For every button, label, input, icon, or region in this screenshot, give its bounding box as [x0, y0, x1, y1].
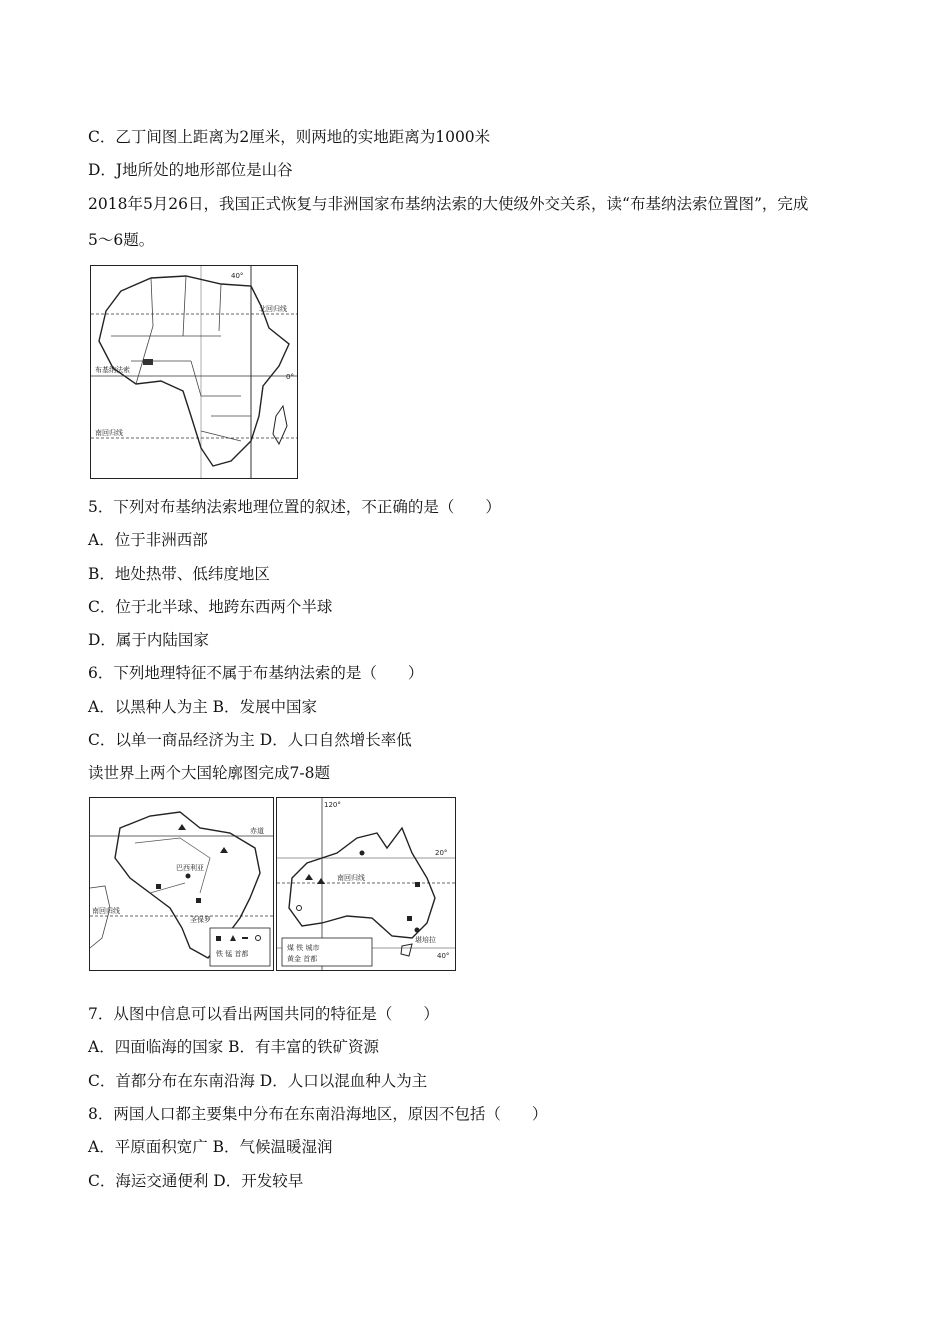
australia-legend-2: 黄金 首都 [287, 955, 318, 963]
equator-label: 0° [286, 373, 294, 381]
passage-text: 2018年5月26日，我国正式恢复与非洲国家布基纳法索的大使级外交关系，读“布基纳法索位置图”，完成 [88, 195, 809, 213]
capital-label: 巴西利亚 [176, 864, 204, 872]
tropic-label: 南回归线 [92, 907, 120, 915]
question-8-options-cd: C．海运交通便利 D．开发较早 [88, 1172, 304, 1190]
country-label: 布基纳法索 [95, 366, 130, 374]
tropic-north-label: 北回归线 [259, 305, 287, 313]
question-5-option-c: C．位于北半球、地跨东西两个半球 [88, 598, 333, 616]
question-7: 7．从图中信息可以看出两国共同的特征是（ ） [88, 1005, 439, 1023]
brazil-legend: 铁 锰 首都 [216, 950, 249, 958]
capital-label: 堪培拉 [415, 936, 436, 944]
question-5-option-d: D．属于内陆国家 [88, 631, 209, 649]
question-7-options-cd: C．首都分布在东南沿海 D．人口以混血种人为主 [88, 1072, 428, 1090]
longitude-label: 120° [324, 801, 341, 809]
africa-location-map [90, 265, 298, 479]
latitude-40-label: 40° [437, 952, 450, 960]
question-8-options-ab: A．平原面积宽广 B．气候温暖湿润 [88, 1138, 333, 1156]
tropic-south-label: 南回归线 [95, 429, 123, 437]
tropic-label: 南回归线 [337, 874, 365, 882]
latitude-label: 20° [435, 849, 448, 857]
option-d-line: D．J地所处的地形部位是山谷 [88, 161, 293, 179]
option-c-line: C．乙丁间图上距离为2厘米，则两地的实地距离为1000米 [88, 128, 491, 146]
question-7-options-ab: A．四面临海的国家 B．有丰富的铁矿资源 [88, 1038, 380, 1056]
intro-7-8: 读世界上两个大国轮廓图完成7-8题 [88, 764, 330, 782]
passage-text-cont: 5～6题。 [88, 231, 155, 249]
australia-outline-map [276, 797, 456, 971]
city-label: 圣保罗 [190, 916, 211, 924]
australia-legend-1: 煤 铁 城市 [287, 944, 320, 952]
question-6: 6．下列地理特征不属于布基纳法索的是（ ） [88, 664, 424, 682]
question-6-options-cd: C．以单一商品经济为主 D．人口自然增长率低 [88, 731, 412, 749]
brazil-outline-map [89, 797, 274, 971]
question-8: 8．两国人口都主要集中分布在东南沿海地区，原因不包括（ ） [88, 1105, 548, 1123]
equator-label: 赤道 [250, 827, 264, 835]
question-6-options-ab: A．以黑种人为主 B．发展中国家 [88, 698, 318, 716]
question-5-option-a: A．位于非洲西部 [88, 531, 208, 549]
question-5-option-b: B．地处热带、低纬度地区 [88, 565, 270, 583]
question-5: 5．下列对布基纳法索地理位置的叙述，不正确的是（ ） [88, 498, 501, 516]
longitude-label: 40° [231, 272, 244, 280]
